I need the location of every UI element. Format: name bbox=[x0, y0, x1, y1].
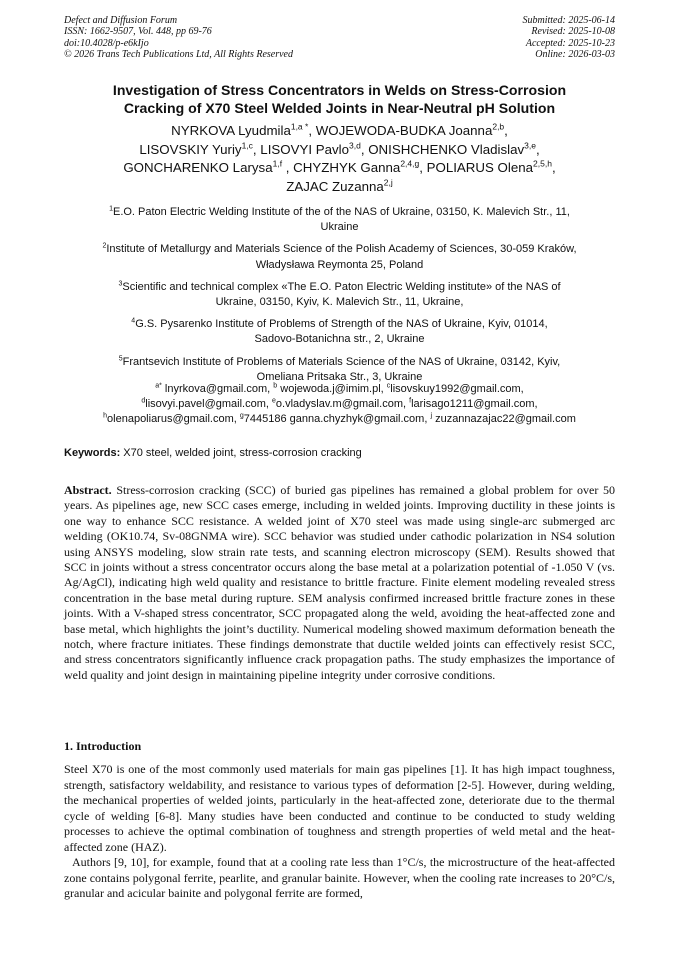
author-name: NYRKOVA Lyudmila bbox=[171, 123, 291, 138]
email-list bbox=[64, 382, 615, 426]
author-sep: , bbox=[419, 160, 427, 175]
email-sup: j bbox=[430, 411, 433, 419]
online-date: Online: 2026-03-03 bbox=[535, 49, 615, 61]
author-sep: , bbox=[252, 141, 261, 157]
keywords-text: X70 steel, welded joint, stress-corrosion cracking bbox=[120, 447, 362, 459]
author-line-1 bbox=[64, 122, 615, 141]
affiliation-line: Władysława Reymonta 25, Poland bbox=[255, 258, 424, 271]
email-sup: f bbox=[409, 397, 412, 405]
email-sup: d bbox=[141, 397, 146, 405]
affiliation-number: 5 bbox=[118, 354, 123, 362]
abstract-text: Stress-corrosion cracking (SCC) of buried gas pipelines has remained a global problem for over 50 years. As pipelines age, new SCC cases emerge, including in welded joints. Improving ductility in these joints is one way to enhance SCC resistance. A welded joint of X70 steel was made using single-arc submerged arc welding (OK10.74, Sv-08GNMA wire). SCC behavior was studied under cathodic polarization in NS4 solution using ANSYS modeling, slow strain rate tests, and scanning electron microscopy (SEM). Results showed that SCC in joints without a stress concentrator occurs along the base metal at a polarization potential of -1.050 V (vs. Ag/AgCl), indicating high weld quality and resistance to brittle fracture. Finite element modeling revealed stress concentration in the base metal during rupture. SEM analysis confirmed increased brittle fracture zones in these joints. With a V-shaped stress concentrator, SCC propagated along the weld, avoiding the heat-affected zone and base metal, which highlights the joint’s ductility. Numerical modeling showed maximum deformation beneath the notch, where fracture initiates. These findings demonstrate that ductile welded joints can effectively resist SCC, and stress concentrators significantly influence crack propagation paths. The study emphasizes the importance of weld quality and joint design in maintaining pipeline integrity under corrosive conditions. bbox=[64, 483, 615, 682]
email-address: zuzannazajac22@gmail.com bbox=[432, 412, 576, 425]
accepted-date: Accepted: 2025-10-23 bbox=[525, 37, 615, 49]
keywords bbox=[64, 446, 615, 461]
affiliation-2 bbox=[64, 242, 615, 272]
abstract bbox=[64, 483, 615, 683]
author-affil-sup: 2,j bbox=[383, 177, 393, 188]
affiliation-number: 1 bbox=[109, 205, 113, 213]
paragraph: Authors [9, 10], for example, found that at a cooling rate less than 1°C/s, the microstructure of the heat-affected zone contains polygonal ferrite, pearlite, and granular bainite. However, when the cooling rate increases to 20°C/s, granular and acicular bainite and polygonal ferrite are formed, bbox=[64, 855, 615, 900]
author-sep: , bbox=[551, 160, 556, 175]
email-address: larisago1211@gmail.com, bbox=[411, 397, 538, 410]
email-sup: h bbox=[103, 411, 108, 419]
paragraph: Steel X70 is one of the most commonly used materials for main gas pipelines [1]. It has high impact toughness, strength, satisfactory weldability, and resistance to various types of deformation [2-5]. However, during welding, the mechanical properties of welded joints, particularly in the heat-affected zone, deteriorate due to the thermal cycle of welding [6-8]. Many studies have been conducted and continue to be conducted to study welding processes to achieve the optimal combination of toughness and strength properties of weld metal and the heat-affected zone (HAZ). bbox=[64, 762, 615, 854]
author-name: POLIARUS Olena bbox=[426, 160, 534, 175]
author-affil-sup: 3,d bbox=[349, 140, 361, 151]
affiliation-1 bbox=[64, 205, 615, 235]
introduction-body bbox=[64, 762, 615, 902]
affiliation-line: Ukraine, 03150, Kyiv, K. Malevich Str., 11, Ukraine, bbox=[215, 296, 464, 309]
author-affil-sup: 3,e bbox=[524, 140, 536, 151]
email-line-1 bbox=[64, 382, 615, 397]
author-name: ONISHCHENKO Vladislav bbox=[368, 141, 525, 157]
affiliation-line: Omeliana Pritsaka Str., 3, Ukraine bbox=[256, 370, 423, 383]
email-sup: b bbox=[273, 382, 278, 390]
author-line-3 bbox=[64, 159, 615, 178]
author-sep: , bbox=[535, 141, 540, 157]
author-list bbox=[64, 122, 615, 196]
email-address: wojewoda.j@imim.pl, bbox=[277, 383, 387, 395]
email-line-3 bbox=[64, 412, 615, 427]
keywords-label: Keywords: bbox=[64, 447, 121, 459]
affiliation-line: Institute of Metallurgy and Materials Science of the Polish Academy of Sciences, 30-059 Kraków, bbox=[106, 243, 577, 256]
author-sep: , bbox=[308, 123, 316, 138]
affiliation-number: 3 bbox=[118, 280, 123, 288]
author-affil-sup: 2,b bbox=[492, 121, 505, 132]
author-sep: , bbox=[360, 141, 369, 157]
author-name: CHYZHYK Ganna bbox=[293, 160, 401, 175]
author-affil-sup: 2,5,h bbox=[533, 158, 552, 169]
copyright: © 2026 Trans Tech Publications Ltd, All Rights Reserved bbox=[64, 49, 293, 61]
revised-date: Revised: 2025-10-08 bbox=[531, 26, 615, 38]
email-address: o.vladyslav.m@gmail.com, bbox=[275, 397, 410, 410]
author-affil-sup: 1,f bbox=[272, 158, 283, 169]
title-line-1: Investigation of Stress Concentrators in Welds on Stress-Corrosion bbox=[112, 82, 567, 98]
journal-info bbox=[64, 15, 293, 61]
email-sup: a* bbox=[155, 382, 162, 390]
affiliation-line: Scientific and technical complex «The E.O. Paton Electric Welding institute» of the NAS of bbox=[122, 280, 561, 293]
author-line-2 bbox=[64, 141, 615, 160]
email-address: lisovskuy1992@gmail.com, bbox=[390, 383, 524, 395]
affiliation-line: G.S. Pysarenko Institute of Problems of Strength of the NAS of Ukraine, Kyiv, 01014, bbox=[135, 318, 548, 331]
affiliation-4 bbox=[64, 317, 615, 347]
author-affil-sup: 1,c bbox=[241, 140, 253, 151]
section-heading: 1. Introduction bbox=[64, 739, 142, 753]
affiliation-5 bbox=[64, 355, 615, 385]
issn: ISSN: 1662-9507, Vol. 448, pp 69-76 bbox=[64, 26, 212, 38]
affiliation-list bbox=[64, 205, 615, 392]
title-line-2: Cracking of X70 Steel Welded Joints in Near-Neutral pH Solution bbox=[123, 100, 556, 116]
author-line-4 bbox=[64, 178, 615, 197]
author-name: WOJEWODA-BUDKA Joanna bbox=[315, 123, 493, 138]
affiliation-line: Frantsevich Institute of Problems of Materials Science of the NAS of Ukraine, 03142, Kyiv, bbox=[122, 355, 561, 368]
author-affil-sup: 1,a * bbox=[290, 121, 309, 132]
email-address: lisovyi.pavel@gmail.com, bbox=[145, 397, 272, 410]
author-name: GONCHARENKO Larysa bbox=[123, 160, 273, 175]
email-sup: c bbox=[386, 382, 391, 390]
affiliation-3 bbox=[64, 280, 615, 310]
email-address: 7445186 ganna.chyzhyk@gmail.com, bbox=[243, 412, 431, 425]
affiliation-line: Ukraine bbox=[320, 221, 359, 234]
email-line-2 bbox=[64, 397, 615, 412]
email-address: olenapoliarus@gmail.com, bbox=[107, 412, 240, 425]
email-address: lnyrkova@gmail.com, bbox=[161, 383, 274, 395]
author-name: LISOVSKIY Yuriy bbox=[139, 141, 242, 157]
affiliation-line: E.O. Paton Electric Welding Institute of the of the NAS of Ukraine, 03150, K. Malevich Str., 11, bbox=[112, 206, 570, 218]
email-sup: g bbox=[239, 411, 244, 419]
affiliation-number: 2 bbox=[102, 242, 107, 250]
abstract-label: Abstract. bbox=[64, 483, 112, 497]
author-sep: , bbox=[282, 160, 294, 175]
author-affil-sup: 2,4,g bbox=[400, 158, 420, 169]
author-name: LISOVYI Pavlo bbox=[260, 141, 349, 157]
author-sep: , bbox=[504, 123, 508, 138]
author-name: ZAJAC Zuzanna bbox=[286, 178, 384, 194]
doi: doi:10.4028/p-e6kIjo bbox=[64, 37, 149, 49]
affiliation-line: Sadovo-Botanichna str., 2, Ukraine bbox=[254, 333, 425, 346]
email-sup: e bbox=[272, 397, 276, 405]
publication-dates bbox=[523, 15, 616, 61]
journal-name: Defect and Diffusion Forum bbox=[64, 15, 178, 26]
submitted-date: Submitted: 2025-06-14 bbox=[522, 15, 615, 26]
affiliation-number: 4 bbox=[131, 317, 136, 325]
paper-title bbox=[64, 81, 615, 117]
